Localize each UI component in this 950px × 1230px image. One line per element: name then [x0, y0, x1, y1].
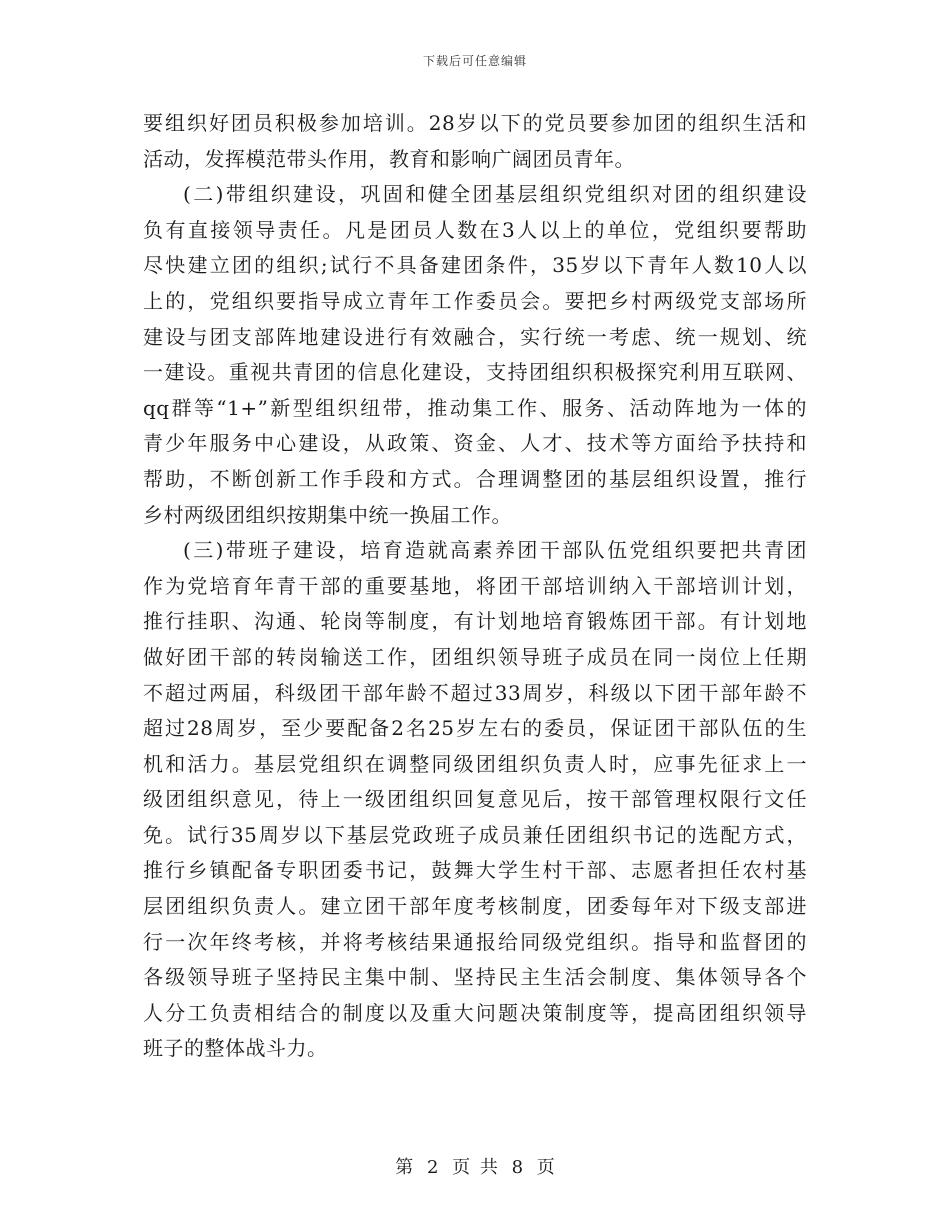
text-line: 推行乡镇配备专职团委书记，鼓舞大学生村干部、志愿者担任农村基 — [143, 858, 807, 883]
text-line: 行一次年终考核，并将考核结果通报给同级党组织。指导和监督团的 — [143, 929, 807, 954]
text-line: 要组织好团员积极参加培训。28岁以下的党员要参加团的组织生活和 — [143, 111, 807, 135]
footer-total-pages: 8 — [511, 1157, 524, 1178]
text-line: 乡村两级团组织按期集中统一换届工作。 — [143, 502, 512, 527]
text-line: 活动，发挥模范带头作用，教育和影响广阔团员青年。 — [143, 146, 635, 171]
footer-mid: 页 共 — [452, 1157, 498, 1178]
text-line: 不超过两届，科级团干部年龄不超过33周岁，科级以下团干部年龄不 — [143, 680, 807, 705]
text-line: 青少年服务中心建设，从政策、资金、人才、技术等方面给予扶持和 — [143, 431, 807, 456]
text-line: 超过28周岁，至少要配备2名25岁左右的委员，保证团干部队伍的生 — [143, 716, 807, 741]
text-line: 各级领导班子坚持民主集中制、坚持民主生活会制度、集体领导各个 — [143, 965, 807, 990]
text-line: qq群等“1+”新型组织纽带，推动集工作、服务、活动阵地为一体的 — [143, 395, 807, 420]
text-line: 层团组织负责人。建立团干部年度考核制度，团委每年对下级支部进 — [143, 894, 807, 919]
text-line: 级团组织意见，待上一级团组织回复意见后，按干部管理权限行文任 — [143, 787, 807, 812]
text-line: 机和活力。基层党组织在调整同级团组织负责人时，应事先征求上一 — [143, 751, 807, 776]
footer-suffix: 页 — [536, 1157, 555, 1178]
text-line: 建设与团支部阵地建设进行有效融合，实行统一考虑、统一规划、统 — [143, 324, 807, 349]
text-line: 免。试行35周岁以下基层党政班子成员兼任团组织书记的选配方式， — [143, 822, 807, 847]
text-line: 人分工负责相结合的制度以及重大问题决策制度等，提高团组织领导 — [143, 1000, 807, 1025]
body-text — [143, 106, 807, 1067]
text-line: 推行挂职、沟通、轮岗等制度，有计划地培育锻炼团干部。有计划地 — [143, 609, 807, 634]
text-line: 上的，党组织要指导成立青年工作委员会。要把乡村两级党支部场所 — [143, 288, 807, 313]
text-line: 作为党培育年青干部的重要基地，将团干部培训纳入干部培训计划， — [143, 573, 807, 598]
header-note: 下载后可任意编辑 — [422, 54, 527, 68]
text-line: 班子的整体战斗力。 — [143, 1036, 328, 1061]
text-line: 帮助，不断创新工作手段和方式。合理调整团的基层组织设置，推行 — [143, 466, 807, 491]
text-line: 负有直接领导责任。凡是团员人数在3人以上的单位，党组织要帮助 — [143, 217, 807, 242]
footer-page-number: 2 — [426, 1157, 439, 1178]
text-line: 尽快建立团的组织;试行不具备建团条件，35岁以下青年人数10人以 — [143, 253, 807, 278]
text-line: (二)带组织建设，巩固和健全团基层组织党组织对团的组织建设 — [183, 182, 807, 207]
page-footer — [0, 1153, 950, 1179]
footer-prefix: 第 — [395, 1157, 414, 1178]
text-line: 一建设。重视共青团的信息化建设，支持团组织积极探究利用互联网、 — [143, 360, 807, 385]
text-line: (三)带班子建设，培育造就高素养团干部队伍党组织要把共青团 — [183, 538, 807, 563]
text-line: 做好团干部的转岗输送工作，团组织领导班子成员在同一岗位上任期 — [143, 644, 807, 669]
